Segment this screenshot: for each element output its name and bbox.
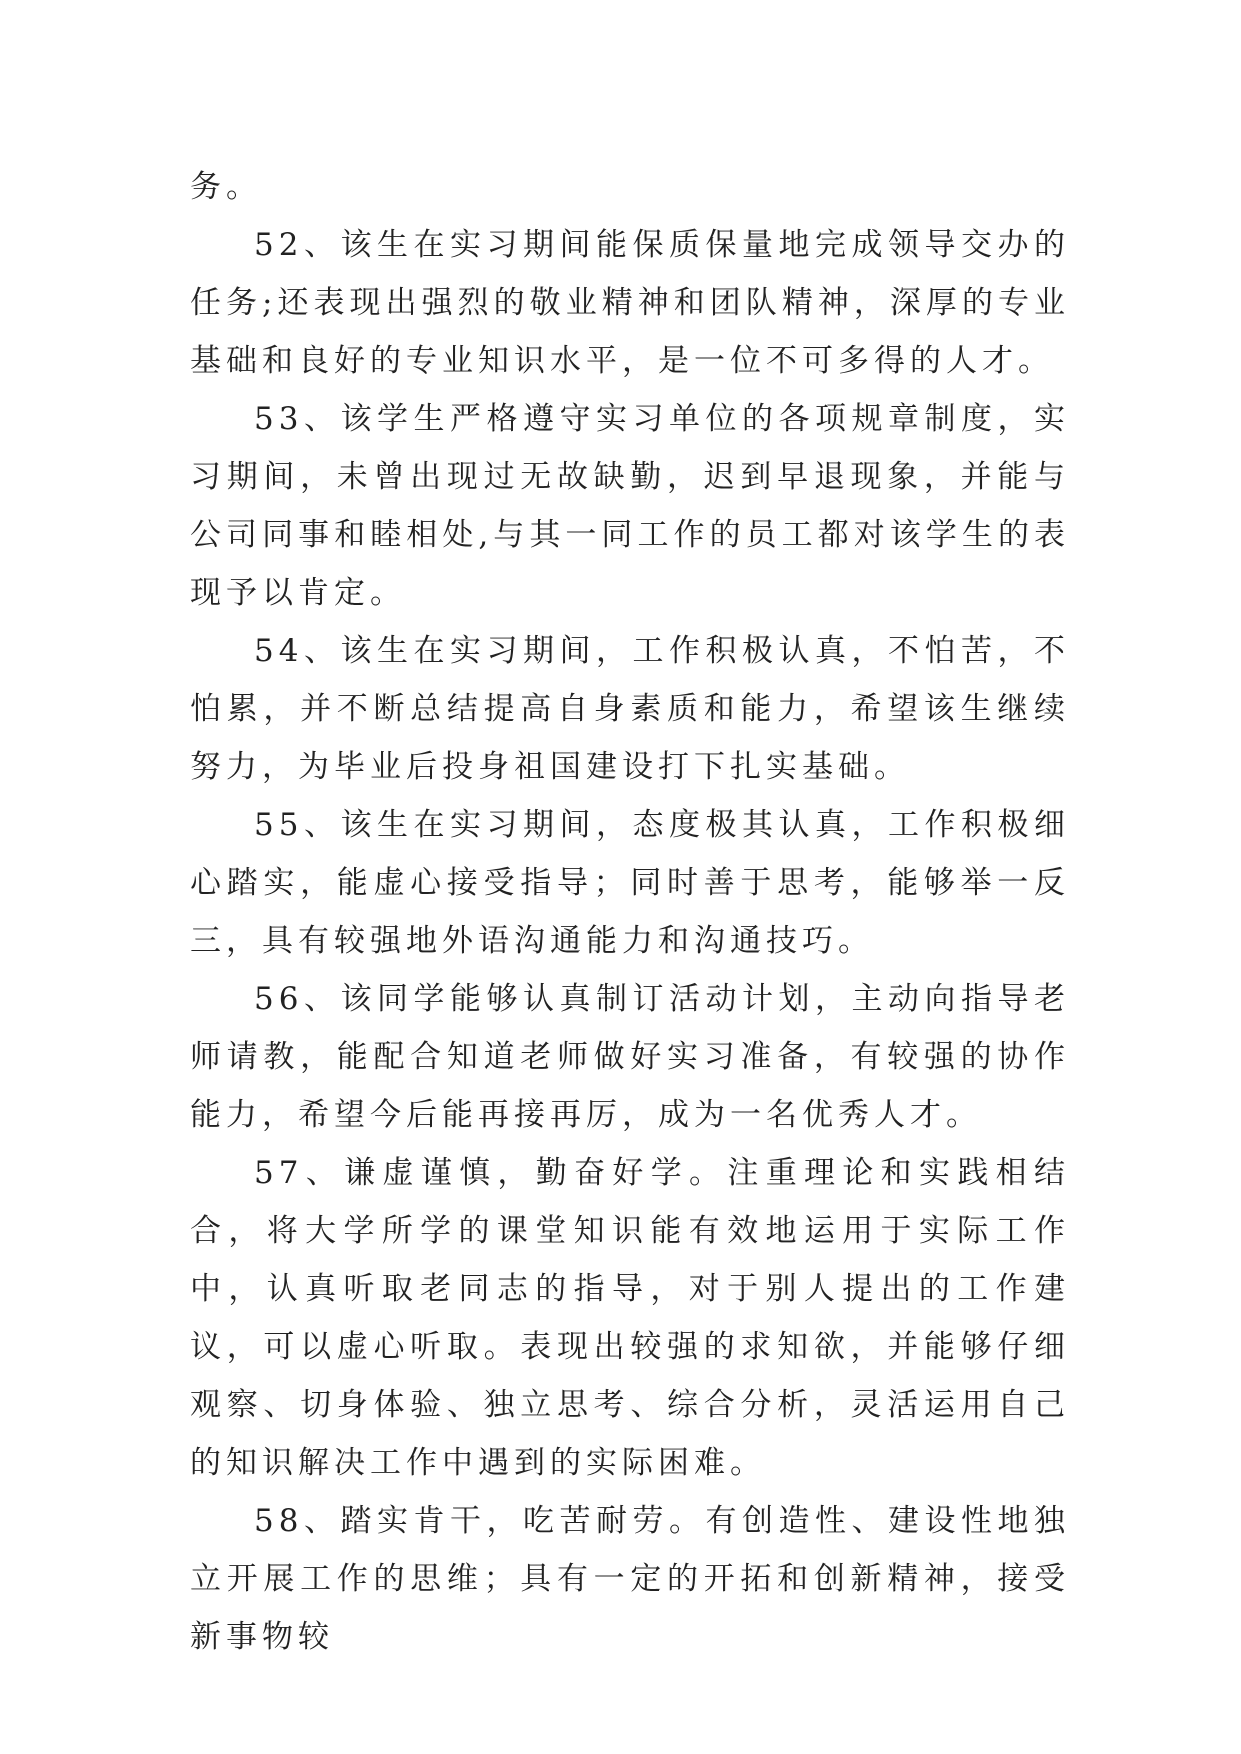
paragraph-52: 52、该生在实习期间能保质保量地完成领导交办的任务;还表现出强烈的敬业精神和团队精神，深厚的专业基础和良好的专业知识水平，是一位不可多得的人才。	[190, 227, 1070, 379]
paragraph-55: 55、该生在实习期间，态度极其认真，工作积极细心踏实，能虚心接受指导；同时善于思考，能够举一反三，具有较强地外语沟通能力和沟通技巧。	[190, 807, 1070, 959]
paragraph-57: 57、谦虚谨慎，勤奋好学。注重理论和实践相结合，将大学所学的课堂知识能有效地运用于实际工作中，认真听取老同志的指导，对于别人提出的工作建议，可以虚心听取。表现出较强的求知欲，并能够仔细观察、切身体验、独立思考、综合分析，灵活运用自己的知识解决工作中遇到的实际困难。	[190, 1155, 1070, 1481]
paragraph-56: 56、该同学能够认真制订活动计划，主动向指导老师请教，能配合知道老师做好实习准备，有较强的协作能力，希望今后能再接再厉，成为一名优秀人才。	[190, 981, 1070, 1133]
paragraph-58: 58、踏实肯干，吃苦耐劳。有创造性、建设性地独立开展工作的思维；具有一定的开拓和创新精神，接受新事物较	[190, 1503, 1070, 1655]
paragraph-continuation: 务。	[190, 169, 262, 205]
paragraph-53: 53、该学生严格遵守实习单位的各项规章制度，实习期间，未曾出现过无故缺勤，迟到早退现象，并能与公司同事和睦相处,与其一同工作的员工都对该学生的表现予以肯定。	[190, 401, 1070, 611]
paragraph-54: 54、该生在实习期间，工作积极认真，不怕苦，不怕累，并不断总结提高自身素质和能力，希望该生继续努力，为毕业后投身祖国建设打下扎实基础。	[190, 633, 1070, 785]
document-body	[190, 158, 1070, 1666]
